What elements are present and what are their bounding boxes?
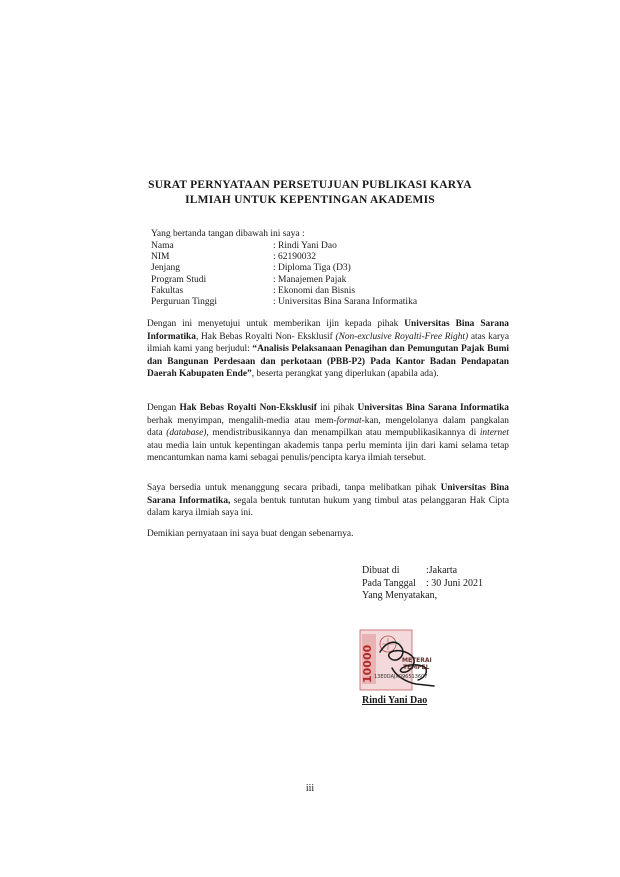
bold-term: Hak Bebas Royalti Non-Eksklusif [179, 403, 317, 413]
date-label: Pada Tanggal [362, 577, 416, 589]
intro-text: Yang bertanda tangan dibawah ini saya : [151, 229, 305, 239]
meterai-stamp-with-signature [356, 628, 446, 694]
place-row [362, 565, 483, 578]
text: berhak menyimpan, mengalih-media atau mem- [147, 415, 337, 426]
text: atas karya ilmiah kami yang berjudul: [147, 331, 509, 355]
date-value: : 30 Juni 2021 [426, 577, 483, 589]
identity-label: Perguruan Tinggi [151, 296, 218, 307]
document-title [120, 178, 500, 208]
identity-label: Fakultas [151, 285, 184, 296]
paragraph-closing: Demikian pernyataan ini saya buat dengan sebenarnya. [147, 529, 354, 539]
thesis-title: “Analisis Pelaksanaan Penagihan dan Pemungutan Pajak Bumi dan Bangunan Perdesaan dan perkotaan (PBB-P2) Pada Kantor Badan Pendapatan Daerah Kabupaten Ende” [147, 344, 509, 380]
signature-block [362, 565, 483, 603]
identity-row-nim [151, 252, 417, 263]
title-line-1: SURAT PERNYATAAN PERSETUJUAN PUBLIKASI KARYA [148, 179, 472, 191]
text: -kan, mengelolanya dalam pangkalan data [147, 415, 509, 439]
identity-row-fakultas [151, 286, 417, 297]
stamp-amount: 10000 [361, 644, 374, 683]
date-row [362, 578, 483, 591]
place-label: Dibuat di [362, 565, 400, 576]
identity-value: : Ekonomi dan Bisnis [273, 285, 356, 296]
identity-label: Jenjang [151, 263, 181, 274]
stamp-text-meterai: METERAI [402, 657, 432, 664]
italic-term: (database) [166, 428, 207, 439]
identity-label: NIM [151, 252, 170, 263]
text: , Hak Bebas Royalti Non- Eksklusif [195, 331, 336, 342]
text: ini pihak [316, 403, 358, 413]
text: Dengan ini menyetujui untuk memberikan ijin kepada pihak [147, 319, 405, 329]
text: Saya bersedia untuk menanggung secara pribadi, tanpa melibatkan pihak [147, 483, 441, 493]
italic-term: format [336, 415, 362, 426]
identity-table [151, 241, 417, 308]
text: atau media lain untuk kepentingan akademis tanpa perlu meminta ijin dari kami selama tetap mencantumkan nama kami sebagai penulis/pencipta karya ilmiah tersebut. [147, 440, 509, 464]
page-number: iii [305, 783, 315, 794]
text: , beserta perangkat yang diperlukan (apabila ada). [251, 369, 439, 380]
identity-row-perguruan [151, 297, 417, 308]
identity-value: : Diploma Tiga (D3) [273, 263, 351, 274]
title-line-2: ILMIAH UNTUK KEPENTINGAN AKADEMIS [185, 194, 435, 206]
identity-label: Nama [151, 241, 174, 251]
university-name: Universitas Bina Sarana Informatika [357, 403, 509, 413]
identity-row-jenjang [151, 263, 417, 274]
identity-value: : Rindi Yani Dao [273, 241, 337, 251]
university-name: Universitas Bina Sarana Informatika, [147, 483, 509, 506]
place-value: :Jakarta [426, 565, 458, 576]
text: Dengan [147, 403, 180, 413]
paragraph-liability [147, 482, 509, 520]
closing-text: Yang Menyatakan, [362, 590, 438, 602]
university-name: Universitas Bina Sarana Informatika [147, 319, 509, 342]
text: , mendistribusikannya dan menampilkan atau mempublikasikannya di [206, 428, 480, 439]
stamp-serial: 13E0DAJX096513607 [374, 674, 428, 680]
italic-term: (Non-exclusive Royalti-Free Right) [335, 331, 469, 342]
identity-row-name [151, 241, 417, 252]
identity-value: : Manajemen Pajak [273, 274, 347, 285]
identity-value: : 62190032 [273, 252, 317, 263]
italic-term: internet [479, 428, 509, 439]
identity-label: Program Studi [151, 274, 207, 285]
identity-value: : Universitas Bina Sarana Informatika [273, 296, 418, 307]
stamp-text-tempel: TEMPEL [403, 664, 430, 671]
paragraph-consent [147, 318, 509, 381]
paragraph-rights [147, 402, 509, 465]
signer-name: Rindi Yani Dao [362, 695, 428, 706]
text: segala bentuk tuntutan hukum yang timbul atas pelanggaran Hak Cipta dalam karya ilmiah saya ini. [147, 495, 510, 519]
identity-row-program [151, 275, 417, 286]
